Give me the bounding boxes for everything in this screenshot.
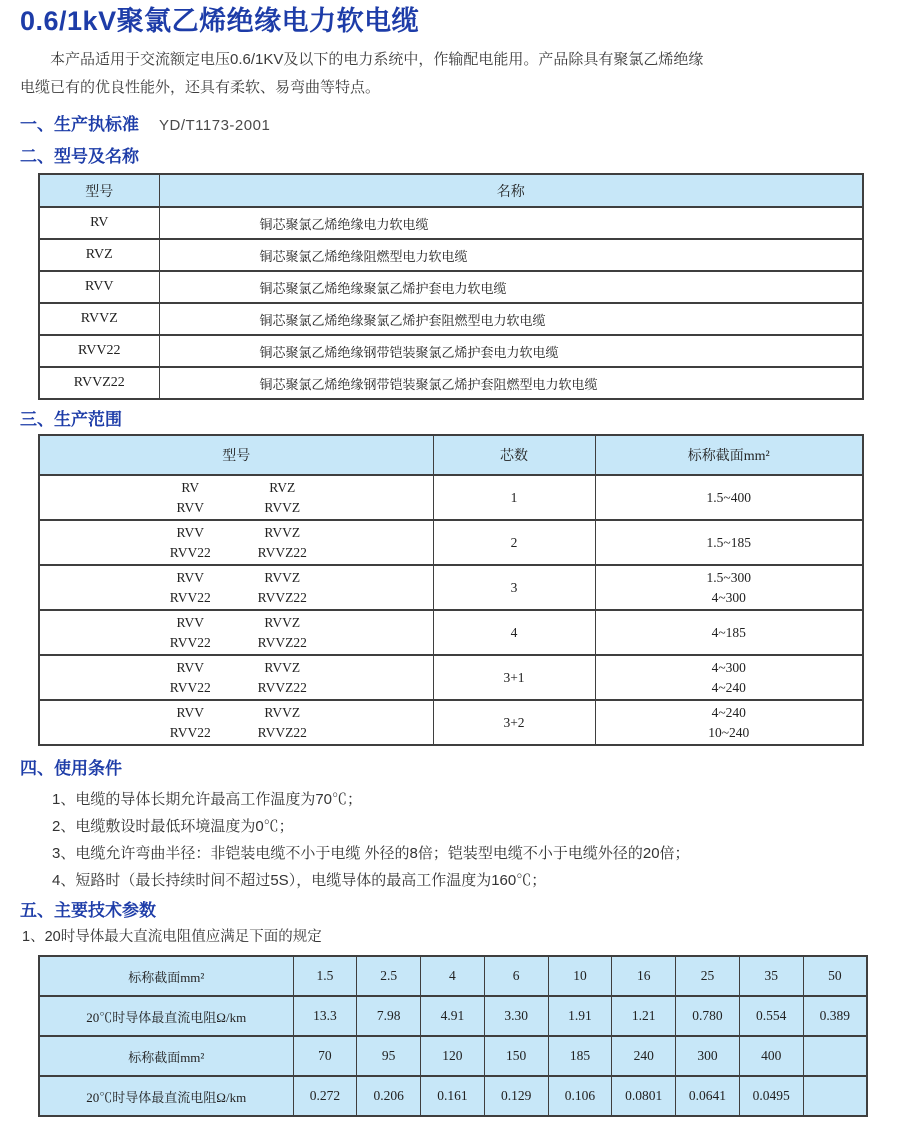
value-cell: 7.98 <box>357 996 421 1036</box>
value-cell: 95 <box>357 1036 421 1076</box>
value-cell: 3.30 <box>484 996 548 1036</box>
range-header-section: 标称截面mm² <box>595 435 863 475</box>
model-code: RVVZ22 <box>257 544 307 560</box>
cores-cell: 3+1 <box>433 655 595 700</box>
table-row <box>39 655 863 700</box>
table-row <box>39 956 867 996</box>
table-row <box>39 1036 867 1076</box>
table-row <box>39 207 863 239</box>
value-cell: 0.780 <box>676 996 740 1036</box>
model-cell: RVZ <box>39 239 159 271</box>
model-code: RVVZ22 <box>257 589 307 605</box>
intro-paragraph <box>20 46 876 102</box>
section-range-cell <box>595 700 863 745</box>
section-models <box>20 146 900 168</box>
model-code: RVV22 <box>169 724 211 740</box>
value-cell: 6 <box>484 956 548 996</box>
models-cell <box>39 520 433 565</box>
name-cell: 铜芯聚氯乙烯绝缘钢带铠装聚氯乙烯护套阻燃型电力软电缆 <box>159 367 863 399</box>
spec-value: 4~300 <box>711 659 746 675</box>
value-cell: 16 <box>612 956 676 996</box>
condition-item: 4、短路时（最长持续时间不超过5S），电缆导体的最高工作温度为160℃； <box>52 872 547 889</box>
section-heading-usage: 四、使用条件 <box>20 759 122 778</box>
models-cell <box>39 565 433 610</box>
value-cell: 2.5 <box>357 956 421 996</box>
cores-cell: 3+2 <box>433 700 595 745</box>
value-cell: 0.554 <box>739 996 803 1036</box>
value-cell: 0.106 <box>548 1076 612 1116</box>
value-cell: 0.272 <box>293 1076 357 1116</box>
model-code: RVVZ <box>264 704 301 720</box>
model-code: RVV <box>176 524 204 540</box>
intro-line-1: 本产品适用于交流额定电压0.6/1KV及以下的电力系统中，作输配电能用。产品除具有聚氯乙烯绝缘 <box>50 51 704 68</box>
value-cell: 300 <box>676 1036 740 1076</box>
model-cell: RVV <box>39 271 159 303</box>
table-row <box>39 610 863 655</box>
value-cell: 50 <box>803 956 867 996</box>
section-standard <box>20 114 900 136</box>
row-label-cell: 标称截面mm² <box>39 1036 293 1076</box>
model-cell: RVVZ22 <box>39 367 159 399</box>
section-range <box>20 409 900 431</box>
range-table-header-row <box>39 435 863 475</box>
table-row <box>39 565 863 610</box>
table-row <box>39 700 863 745</box>
condition-item: 1、电缆的导体长期允许最高工作温度为70℃； <box>52 791 363 808</box>
model-code: RVZ <box>269 479 296 495</box>
table-row <box>39 303 863 335</box>
value-cell: 35 <box>739 956 803 996</box>
spec-value: 4~240 <box>711 704 746 720</box>
spec-value: 4~240 <box>711 679 746 695</box>
spec-value: 10~240 <box>708 724 750 740</box>
value-cell: 0.0801 <box>612 1076 676 1116</box>
table-row <box>39 271 863 303</box>
spec-value: 4~300 <box>711 589 746 605</box>
model-cell: RVV22 <box>39 335 159 367</box>
spec-value: 1.5~300 <box>706 569 751 585</box>
table-row <box>39 1076 867 1116</box>
value-cell: 13.3 <box>293 996 357 1036</box>
table-row <box>39 367 863 399</box>
value-cell: 240 <box>612 1036 676 1076</box>
section-heading-models: 二、型号及名称 <box>20 147 139 166</box>
table-row <box>39 335 863 367</box>
model-code: RVV22 <box>169 679 211 695</box>
range-header-models: 型号 <box>39 435 433 475</box>
models-cell <box>39 655 433 700</box>
section-range-cell <box>595 655 863 700</box>
value-cell: 1.21 <box>612 996 676 1036</box>
params-note: 1、20时导体最大直流电阻值应满足下面的规定 <box>22 929 322 945</box>
model-code: RVVZ22 <box>257 679 307 695</box>
value-cell: 0.129 <box>484 1076 548 1116</box>
table-row <box>39 475 863 520</box>
model-code: RVVZ22 <box>257 634 307 650</box>
standard-code: YD/T1173-2001 <box>159 117 271 134</box>
model-code: RV <box>181 479 200 495</box>
row-label-cell: 20℃时导体最直流电阻Ω/km <box>39 1076 293 1116</box>
value-cell: 25 <box>676 956 740 996</box>
cores-cell: 3 <box>433 565 595 610</box>
section-range-cell <box>595 520 863 565</box>
model-cell: RVVZ <box>39 303 159 335</box>
value-cell <box>803 1036 867 1076</box>
row-label-cell: 标称截面mm² <box>39 956 293 996</box>
model-name-table <box>38 173 864 400</box>
condition-item: 3、电缆允许弯曲半径：非铠装电缆不小于电缆 外径的8倍；铠装型电缆不小于电缆外径的20倍； <box>52 845 690 862</box>
model-code: RVVZ <box>264 524 301 540</box>
value-cell: 0.0641 <box>676 1076 740 1116</box>
value-cell: 185 <box>548 1036 612 1076</box>
section-range-cell <box>595 610 863 655</box>
models-cell <box>39 700 433 745</box>
usage-conditions-list <box>52 786 900 894</box>
model-code: RVV22 <box>169 544 211 560</box>
model-code: RVV <box>176 569 204 585</box>
value-cell: 150 <box>484 1036 548 1076</box>
cores-cell: 4 <box>433 610 595 655</box>
value-cell: 0.206 <box>357 1076 421 1116</box>
section-heading-standard: 一、生产执标准 <box>20 115 139 134</box>
model-cell: RV <box>39 207 159 239</box>
cores-cell: 1 <box>433 475 595 520</box>
table-row <box>39 996 867 1036</box>
model-code: RVV22 <box>169 589 211 605</box>
value-cell: 4.91 <box>421 996 485 1036</box>
value-cell: 0.161 <box>421 1076 485 1116</box>
model-table-header-name: 名称 <box>159 174 863 207</box>
name-cell: 铜芯聚氯乙烯绝缘聚氯乙烯护套电力软电缆 <box>159 271 863 303</box>
table-row <box>39 520 863 565</box>
spec-value: 1.5~185 <box>706 534 751 550</box>
name-cell: 铜芯聚氯乙烯绝缘电力软电缆 <box>159 207 863 239</box>
value-cell: 1.5 <box>293 956 357 996</box>
value-cell: 70 <box>293 1036 357 1076</box>
section-range-cell <box>595 475 863 520</box>
model-code: RVV <box>176 499 204 515</box>
value-cell: 4 <box>421 956 485 996</box>
name-cell: 铜芯聚氯乙烯绝缘阻燃型电力软电缆 <box>159 239 863 271</box>
model-code: RVVZ <box>264 569 301 585</box>
condition-item: 2、电缆敷设时最低环境温度为0℃； <box>52 818 294 835</box>
models-cell <box>39 610 433 655</box>
intro-line-2: 电缆已有的优良性能外，还具有柔软、易弯曲等特点。 <box>20 79 381 96</box>
section-heading-params: 五、主要技术参数 <box>20 901 156 920</box>
range-header-cores: 芯数 <box>433 435 595 475</box>
name-cell: 铜芯聚氯乙烯绝缘聚氯乙烯护套阻燃型电力软电缆 <box>159 303 863 335</box>
cores-cell: 2 <box>433 520 595 565</box>
value-cell: 0.0495 <box>739 1076 803 1116</box>
model-code: RVV22 <box>169 634 211 650</box>
section-range-cell <box>595 565 863 610</box>
row-label-cell: 20℃时导体最直流电阻Ω/km <box>39 996 293 1036</box>
spec-value: 4~185 <box>711 624 746 640</box>
table-row <box>39 239 863 271</box>
model-code: RVVZ <box>264 659 301 675</box>
model-code: RVVZ22 <box>257 724 307 740</box>
model-code: RVV <box>176 704 204 720</box>
model-table-header-model: 型号 <box>39 174 159 207</box>
value-cell: 400 <box>739 1036 803 1076</box>
value-cell: 0.389 <box>803 996 867 1036</box>
resistance-table <box>38 955 868 1117</box>
section-heading-range: 三、生产范围 <box>20 410 122 429</box>
section-usage <box>20 758 900 780</box>
value-cell <box>803 1076 867 1116</box>
spec-value: 1.5~400 <box>706 489 751 505</box>
models-cell <box>39 475 433 520</box>
name-cell: 铜芯聚氯乙烯绝缘钢带铠装聚氯乙烯护套电力软电缆 <box>159 335 863 367</box>
model-code: RVVZ <box>264 499 301 515</box>
model-code: RVV <box>176 659 204 675</box>
model-table-header-row <box>39 174 863 207</box>
production-range-table <box>38 434 864 746</box>
section-params <box>20 900 900 922</box>
model-code: RVV <box>176 614 204 630</box>
value-cell: 10 <box>548 956 612 996</box>
value-cell: 1.91 <box>548 996 612 1036</box>
model-code: RVVZ <box>264 614 301 630</box>
page-title: 0.6/1kV聚氯乙烯绝缘电力软电缆 <box>20 6 420 36</box>
value-cell: 120 <box>421 1036 485 1076</box>
